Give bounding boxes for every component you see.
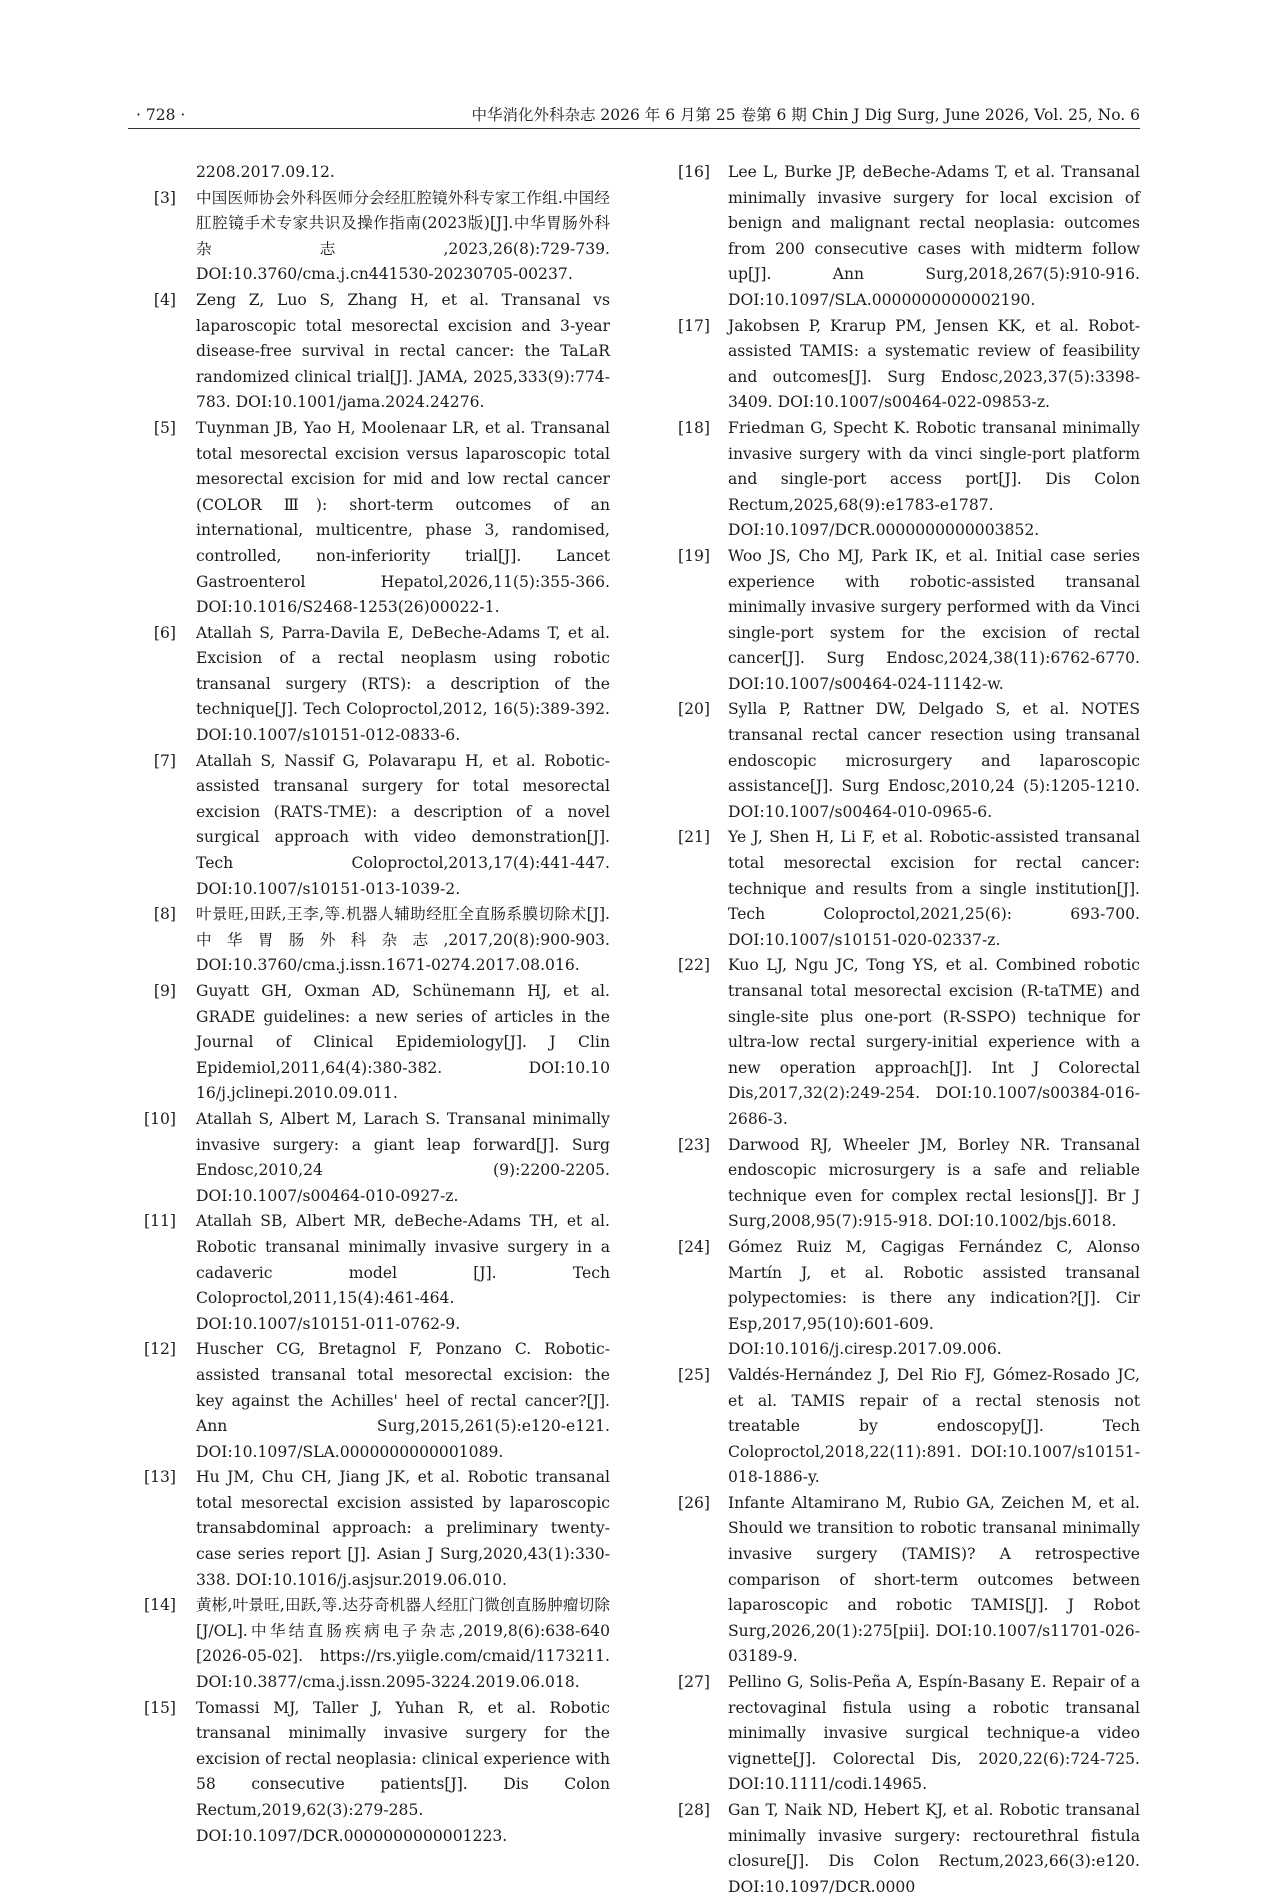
- reference-number: [19]: [677, 546, 710, 565]
- reference-number: [28]: [677, 1801, 710, 1819]
- reference-text: Atallah S, Nassif G, Polavarapu H, et al. Robotic-assisted transanal surgery for total mesorectal excision (RATS-TME): a description of a novel surgical approach with video demonstration[J]. Tech Coloproctol,2013,17(4):441-447. DOI:10.1007/s10151-013-1039-2.: [196, 751, 610, 898]
- reference-entry: [668, 1798, 1140, 1900]
- reference-text: Pellino G, Solis-Peña A, Espín-Basany E. Repair of a rectovaginal fistula using a robotic transanal minimally invasive surgical technique-a video vignette[J]. Colorectal Dis, 2020,22(6):724-725. DOI:10.1111/codi.14965.: [728, 1673, 1140, 1794]
- reference-number: [7]: [153, 751, 176, 770]
- reference-number: [6]: [153, 623, 176, 642]
- reference-text: Atallah SB, Albert MR, deBeche-Adams TH, et al. Robotic transanal minimally invasive surgery in a cadaveric model [J]. Tech Coloproctol,2011,15(4):461-464. DOI:10.1007/s10151-011-0762-9.: [196, 1212, 610, 1333]
- reference-entry: [668, 825, 1140, 953]
- reference-text: Sylla P, Rattner DW, Delgado S, et al. NOTES transanal rectal cancer resection using transanal endoscopic microsurgery and laparoscopic assistance[J]. Surg Endosc,2010,24 (5):1205-1210. DOI:10.1007/s00464-010-0965-6.: [728, 700, 1140, 821]
- reference-text: Lee L, Burke JP, deBeche-Adams T, et al. Transanal minimally invasive surgery for local excision of benign and malignant rectal neoplasia: outcomes from 200 consecutive cases with midterm follow up[J]. Ann Surg,2018,267(5):910-916. DOI:10.1097/SLA.0000000000002190.: [728, 163, 1140, 309]
- reference-number: [26]: [677, 1493, 710, 1512]
- reference-entry: [668, 1133, 1140, 1235]
- reference-text: Hu JM, Chu CH, Jiang JK, et al. Robotic transanal total mesorectal excision assisted by laparoscopic transabdominal approach: a preliminary twenty-case series report [J]. Asian J Surg,2020,43(1):330-338. DOI:10.1016/j.asjsur.2019.06.010.: [196, 1468, 610, 1589]
- reference-number: [22]: [677, 956, 710, 975]
- reference-number: [10]: [143, 1109, 176, 1128]
- reference-number: [12]: [143, 1340, 176, 1359]
- reference-text: Atallah S, Albert M, Larach S. Transanal minimally invasive surgery: a giant leap forward[J]. Surg Endosc,2010,24 (9):2200-2205. DOI:10.1007/s00464-010-0927-z.: [196, 1109, 610, 1205]
- reference-number: [8]: [153, 905, 176, 924]
- reference-text: Darwood RJ, Wheeler JM, Borley NR. Transanal endoscopic microsurgery is a safe and reliable technique even for complex rectal lesions[J]. Br J Surg,2008,95(7):915-918. DOI:10.1002/bjs.6018.: [728, 1135, 1140, 1231]
- reference-number: [25]: [677, 1365, 710, 1384]
- reference-entry: [136, 979, 610, 1107]
- reference-entry: [668, 160, 1140, 314]
- reference-entry: [668, 1670, 1140, 1798]
- reference-text: Infante Altamirano M, Rubio GA, Zeichen M, et al. Should we transition to robotic transanal minimally invasive surgery (TAMIS)? A retrospective comparison of short-term outcomes between laparoscopic and robotic TAMIS[J]. J Robot Surg,2026,20(1):275[pii]. DOI:10.1007/s11701-026-03189-9.: [728, 1493, 1140, 1666]
- reference-entry: [668, 697, 1140, 825]
- reference-text: 叶景旺,田跃,王李,等.机器人辅助经肛全直肠系膜切除术[J].中华胃肠外科杂志,2017,20(8):900-903. DOI:10.3760/cma.j.issn.1671-0274.2017.08.016.: [196, 905, 610, 975]
- reference-entry: [668, 1491, 1140, 1670]
- reference-text: Guyatt GH, Oxman AD, Schünemann HJ, et al. GRADE guidelines: a new series of articles in the Journal of Clinical Epidemiology[J]. J Clin Epidemiol,2011,64(4):380-382. DOI:10.10 16/j.jclinepi.2010.09.011.: [196, 982, 610, 1103]
- reference-number: [11]: [143, 1212, 176, 1231]
- reference-text: 黄彬,叶景旺,田跃,等.达芬奇机器人经肛门微创直肠肿瘤切除[J/OL].中华结直肠疾病电子杂志,2019,8(6):638-640 [2026-05-02]. https://rs.yiigle.com/cmaid/1173211. DOI:10.3877/cma.j.issn.2095-3224.2019.06.018.: [196, 1596, 610, 1692]
- reference-number: [17]: [677, 316, 710, 335]
- reference-number: [27]: [677, 1673, 710, 1692]
- reference-text: Atallah S, Parra-Davila E, DeBeche-Adams T, et al. Excision of a rectal neoplasm using robotic transanal surgery (RTS): a description of the technique[J]. Tech Coloproctol,2012, 16(5):389-392. DOI:10.1007/s10151-012-0833-6.: [196, 623, 610, 745]
- reference-number: [24]: [677, 1237, 710, 1256]
- reference-entry: [668, 544, 1140, 698]
- reference-number: [20]: [677, 700, 710, 719]
- reference-number: [3]: [153, 188, 176, 207]
- reference-entry: [136, 186, 610, 288]
- reference-text: Zeng Z, Luo S, Zhang H, et al. Transanal vs laparoscopic total mesorectal excision and 3-year disease-free survival in rectal cancer: the TaLaR randomized clinical trial[J]. JAMA, 2025,333(9):774-783. DOI:10.1001/jama.2024.24276.: [196, 290, 610, 412]
- reference-text: Huscher CG, Bretagnol F, Ponzano C. Robotic-assisted transanal total mesorectal excision: the key against the Achilles' heel of rectal cancer?[J]. Ann Surg,2015,261(5):e120-e121. DOI:10.1097/SLA.0000000000001089.: [196, 1340, 610, 1461]
- reference-entry: [136, 621, 610, 749]
- running-header: [128, 104, 1140, 129]
- reference-text: Kuo LJ, Ngu JC, Tong YS, et al. Combined robotic transanal total mesorectal excision (R-taTME) and single-site plus one-port (R-SSPO) technique for ultra-low rectal surgery-initial experience with a new operation approach[J]. Int J Colorectal Dis,2017,32(2):249-254. DOI:10.1007/s00384-016-2686-3.: [728, 956, 1140, 1128]
- reference-number: [15]: [143, 1698, 176, 1717]
- reference-text: Gómez Ruiz M, Cagigas Fernández C, Alonso Martín J, et al. Robotic assisted transanal polypectomies: is there any indication?[J]. Cir Esp,2017,95(10):601-609. DOI:10.1016/j.ciresp.2017.09.006.: [728, 1237, 1140, 1359]
- reference-text: Valdés-Hernández J, Del Rio FJ, Gómez-Rosado JC, et al. TAMIS repair of a rectal stenosis not treatable by endoscopy[J]. Tech Coloproctol,2018,22(11):891. DOI:10.1007/s10151-018-1886-y.: [728, 1365, 1140, 1487]
- reference-entry: [136, 902, 610, 979]
- reference-number: [21]: [677, 828, 710, 847]
- journal-citation: 中华消化外科杂志 2026 年 6 月第 25 卷第 6 期 Chin J Dig Surg, June 2026, Vol. 25, No. 6: [471, 106, 1140, 124]
- reference-text: Gan T, Naik ND, Hebert KJ, et al. Robotic transanal minimally invasive surgery: rectourethral fistula closure[J]. Dis Colon Rectum,2023,66(3):e120. DOI:10.1097/DCR.0000: [728, 1801, 1140, 1896]
- reference-column-left: [136, 160, 610, 1849]
- reference-text: 中国医师协会外科医师分会经肛腔镜外科专家工作组.中国经肛腔镜手术专家共识及操作指南(2023版)[J].中华胃肠外科杂志,2023,26(8):729-739. DOI:10.3760/cma.j.cn441530-20230705-00237.: [196, 188, 610, 284]
- reference-entry: [136, 1107, 610, 1209]
- reference-entry: [136, 1465, 610, 1593]
- reference-entry: [136, 1209, 610, 1337]
- reference-number: [4]: [153, 290, 176, 309]
- reference-number: [14]: [143, 1596, 176, 1615]
- reference-number: [23]: [677, 1135, 710, 1154]
- page-number: · 728 ·: [136, 106, 186, 124]
- reference-text: Jakobsen P, Krarup PM, Jensen KK, et al. Robot-assisted TAMIS: a systematic review of feasibility and outcomes[J]. Surg Endosc,2023,37(5):3398-3409. DOI:10.1007/s00464-022-09853-z.: [728, 316, 1140, 412]
- reference-entry: [668, 953, 1140, 1132]
- reference-entry: [668, 314, 1140, 416]
- reference-text: Friedman G, Specht K. Robotic transanal minimally invasive surgery with da vinci single-port platform and single-port access port[J]. Dis Colon Rectum,2025,68(9):e1783-e1787. DOI:10.1097/DCR.0000000000003852.: [728, 418, 1140, 540]
- reference-text: Tuynman JB, Yao H, Moolenaar LR, et al. Transanal total mesorectal excision versus laparoscopic total mesorectal excision for mid and low rectal cancer (COLOR Ⅲ): short-term outcomes of an international, multicentre, phase 3, randomised, controlled, non-inferiority trial[J]. Lancet Gastroenterol Hepatol,2026,11(5):355-366. DOI:10.1016/S2468-1253(26)00022-1.: [196, 418, 610, 617]
- reference-entry: [136, 416, 610, 621]
- reference-entry: [136, 1337, 610, 1465]
- reference-number: [5]: [153, 418, 176, 437]
- reference-number: [16]: [677, 163, 710, 181]
- reference-number: [9]: [153, 982, 176, 1000]
- reference-text: Woo JS, Cho MJ, Park IK, et al. Initial case series experience with robotic-assisted transanal minimally invasive surgery performed with da Vinci single-port system for the excision of rectal cancer[J]. Surg Endosc,2024,38(11):6762-6770. DOI:10.1007/s00464-024-11142-w.: [728, 546, 1140, 693]
- reference-entry: [136, 160, 610, 186]
- reference-text: 2208.2017.09.12.: [196, 163, 335, 181]
- reference-entry: [668, 416, 1140, 544]
- reference-text: Tomassi MJ, Taller J, Yuhan R, et al. Robotic transanal minimally invasive surgery for the excision of rectal neoplasia: clinical experience with 58 consecutive patients[J]. Dis Colon Rectum,2019,62(3):279-285. DOI:10.1097/DCR.0000000000001223.: [196, 1698, 610, 1845]
- reference-entry: [136, 1593, 610, 1695]
- reference-text: Ye J, Shen H, Li F, et al. Robotic-assisted transanal total mesorectal excision for rectal cancer: technique and results from a single institution[J]. Tech Coloproctol,2021,25(6): 693-700. DOI:10.1007/s10151-020-02337-z.: [728, 828, 1140, 949]
- reference-entry: [668, 1235, 1140, 1363]
- reference-entry: [668, 1363, 1140, 1491]
- reference-column-right: [668, 160, 1140, 1900]
- reference-number: [13]: [143, 1468, 176, 1487]
- reference-entry: [136, 288, 610, 416]
- reference-entry: [136, 749, 610, 903]
- reference-number: [18]: [677, 418, 710, 437]
